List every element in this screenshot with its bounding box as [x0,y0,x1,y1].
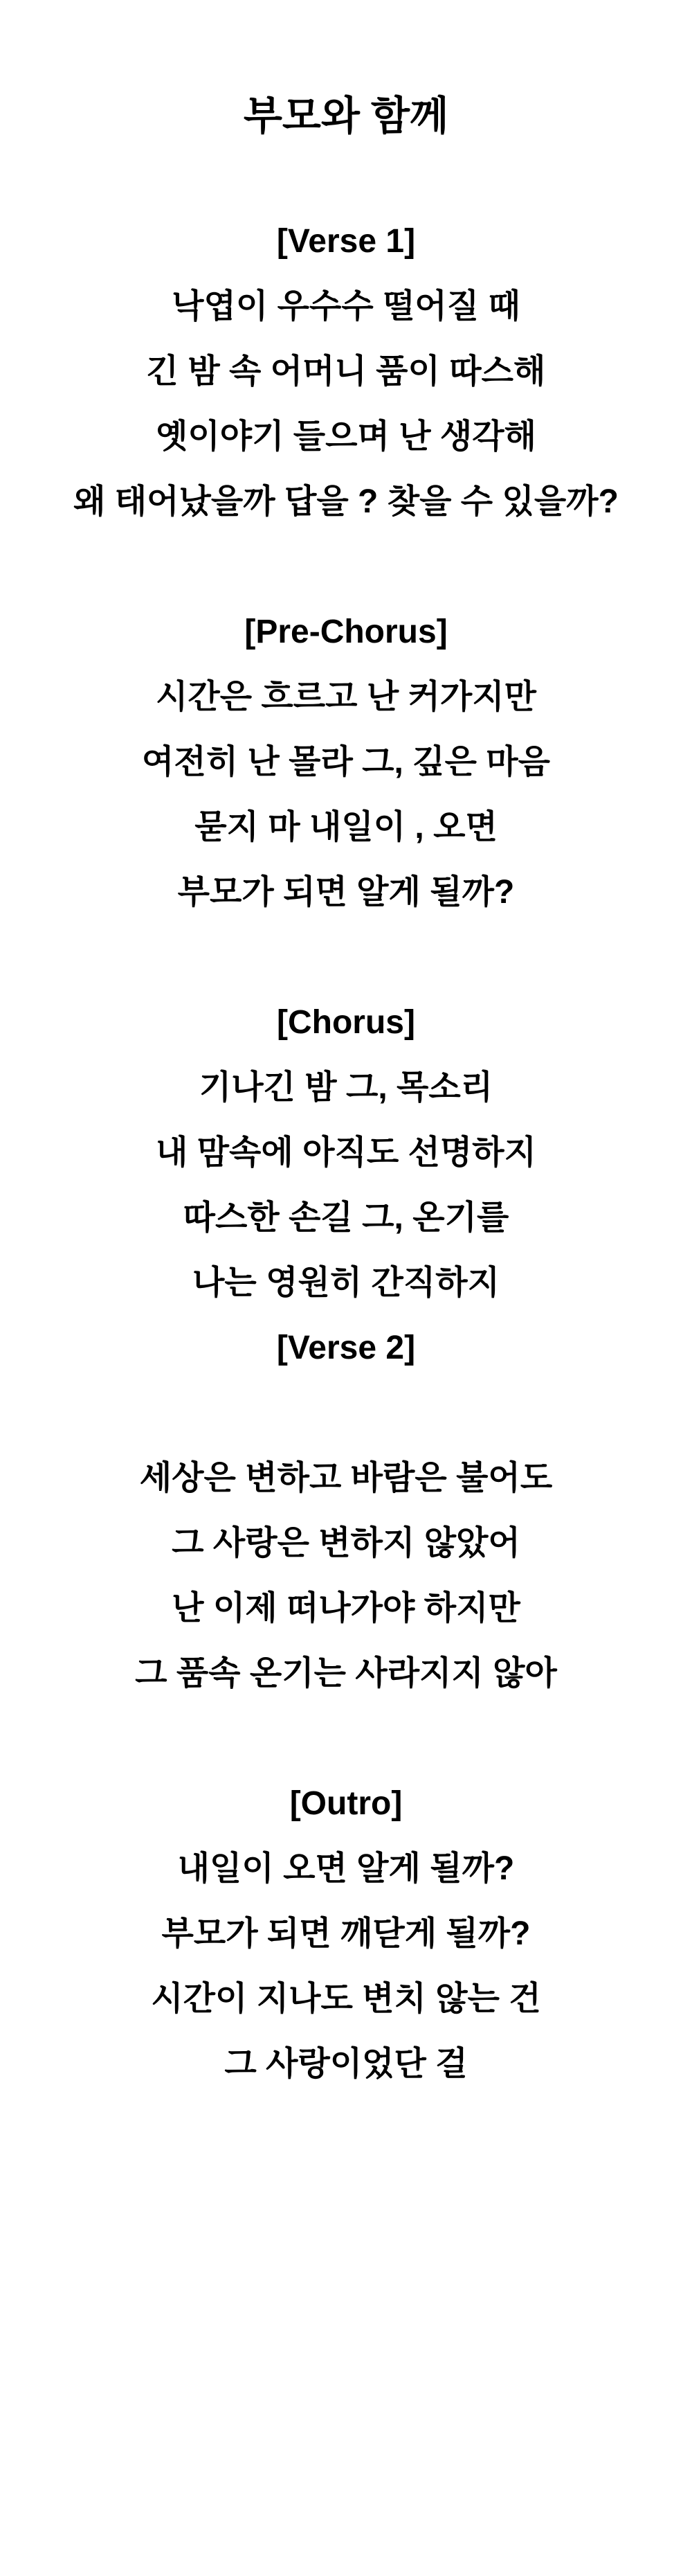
lyric-line: 그 사랑은 변하지 않았어 [172,1525,520,1562]
section-header: [Verse 1] [276,223,416,260]
lyric-line: 부모가 되면 깨닫게 될까? [161,1915,531,1952]
blank-line [0,925,692,990]
section-header: [Verse 2] [276,1330,416,1366]
lyric-line: 세상은 변하고 바람은 불어도 [139,1460,553,1496]
page-title: 부모와 함께 [243,93,449,138]
lyric-line: 내일이 오면 알게 될까? [177,1850,515,1887]
lyric-line: 난 이제 떠나가야 하지만 [172,1590,520,1627]
lyric-line: 부모가 되면 알게 될까? [177,874,515,911]
section-header: [Chorus] [277,1004,415,1041]
lyric-line: 기나긴 밤 그, 목소리 [199,1069,493,1106]
lyric-line: 시간이 지나도 변치 않는 건 [151,1980,541,2017]
blank-line [0,535,692,600]
lyric-line: 여전히 난 몰라 그, 깊은 마음 [141,744,551,780]
lyric-line: 낙엽이 우수수 떨어질 때 [172,288,520,325]
blank-line [0,144,692,209]
blank-line [0,1381,692,1446]
lyric-line: 그 사랑이었단 걸 [224,2046,468,2082]
lyric-line: 시간은 흐르고 난 커가지만 [155,679,537,715]
lyric-line: 그 품속 온기는 사라지지 않아 [135,1655,557,1692]
lyrics-body [0,144,692,2097]
section-header: [Pre-Chorus] [244,614,448,650]
lyric-line: 왜 태어났을까 답을 ? 찾을 수 있을까? [73,483,619,520]
section-header: [Outro] [289,1785,403,1822]
lyric-line: 묻지 마 내일이 , 오면 [194,809,498,846]
lyric-line: 따스한 손길 그, 온기를 [183,1199,509,1236]
lyric-line: 긴 밤 속 어머니 품이 따스해 [146,353,546,390]
lyric-line: 옛이야기 들으며 난 생각해 [155,418,537,455]
blank-line [0,1706,692,1771]
lyric-line: 나는 영원히 간직하지 [192,1264,500,1301]
lyric-line: 내 맘속에 아직도 선명하지 [155,1134,537,1171]
